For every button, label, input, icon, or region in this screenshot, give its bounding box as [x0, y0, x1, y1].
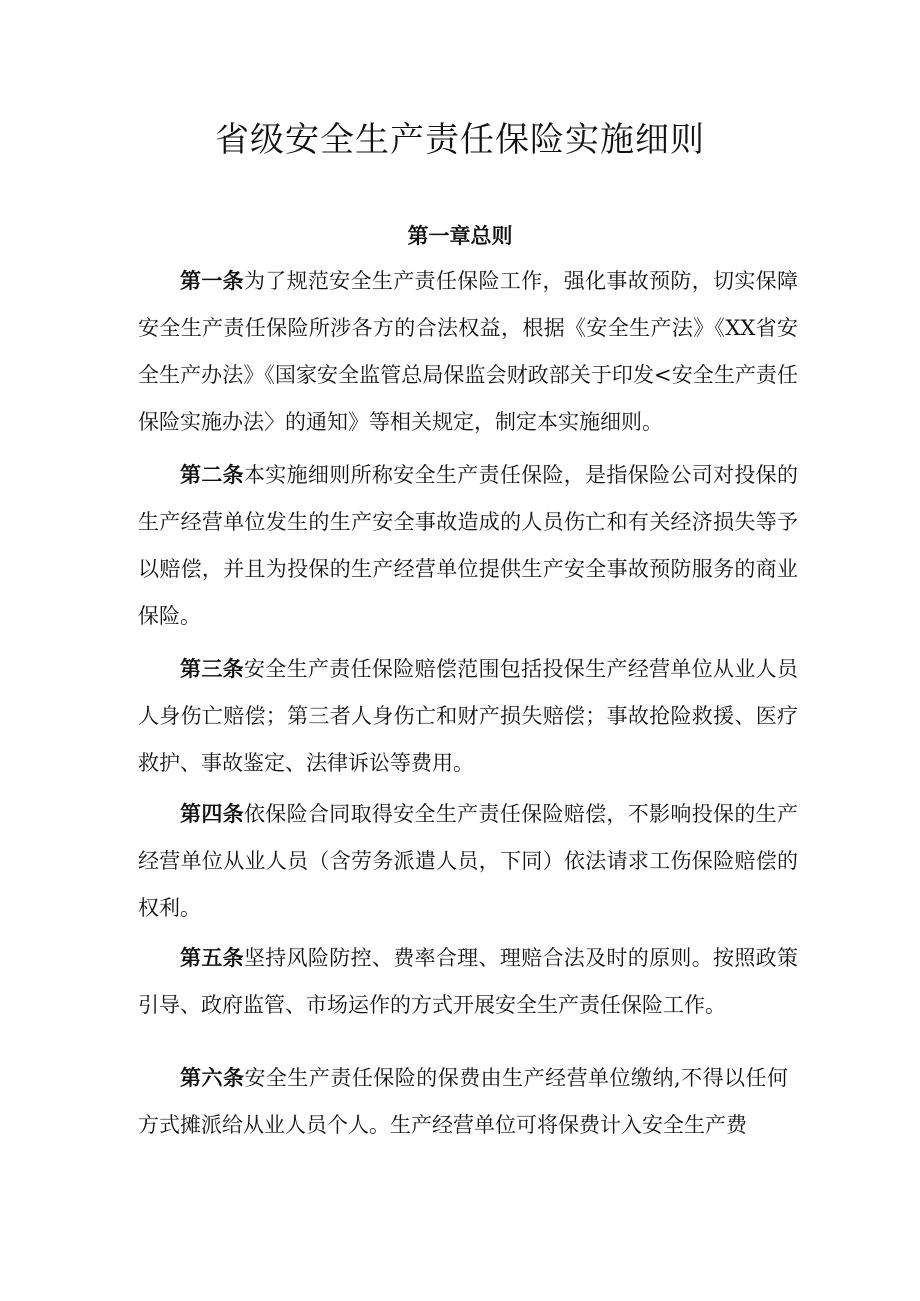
article-label: 第六条	[180, 1066, 245, 1090]
article-label: 第二条	[180, 463, 244, 487]
article-label: 第三条	[180, 657, 244, 681]
chapter-heading: 第一章总则	[407, 224, 513, 248]
article-text: 安全生产责任保险的保费由生产经营单位缴纳,不得以任何方式摊派给从业人员个人。生产经营单位可将保费计入安全生产费	[138, 1066, 788, 1137]
article-5	[138, 935, 798, 1029]
document-title: 省级安全生产责任保险实施细则	[215, 120, 705, 160]
article-text: 为了规范安全生产责任保险工作，强化事故预防，切实保障安全生产责任保险所涉各方的合法权益，根据《安全生产法》《XX省安全生产办法》《国家安全监管总局保监会财政部关于印发<安全生产责任保险实施办法〉的通知》等相关规定，制定本实施细则。	[138, 269, 799, 434]
article-label: 第四条	[180, 802, 244, 826]
article-2	[138, 452, 798, 640]
article-text: 依保险合同取得安全生产责任保险赔偿，不影响投保的生产经营单位从业人员（含劳务派遣人员，下同）依法请求工伤保险赔偿的权利。	[138, 802, 799, 920]
article-4	[138, 791, 798, 932]
article-3	[138, 646, 798, 787]
article-label: 第五条	[180, 946, 244, 970]
article-text: 坚持风险防控、费率合理、理赔合法及时的原则。按照政策引导、政府监管、市场运作的方式开展安全生产责任保险工作。	[138, 946, 799, 1017]
article-text: 安全生产责任保险赔偿范围包括投保生产经营单位从业人员人身伤亡赔偿；第三者人身伤亡和财产损失赔偿；事故抢险救援、医疗救护、事故鉴定、法律诉讼等费用。	[138, 657, 799, 775]
article-6	[138, 1055, 788, 1149]
article-1	[138, 258, 798, 446]
article-label: 第一条	[180, 269, 244, 293]
article-text: 本实施细则所称安全生产责任保险，是指保险公司对投保的生产经营单位发生的生产安全事故造成的人员伤亡和有关经济损失等予以赔偿，并且为投保的生产经营单位提供生产安全事故预防服务的商业保险。	[138, 463, 799, 628]
